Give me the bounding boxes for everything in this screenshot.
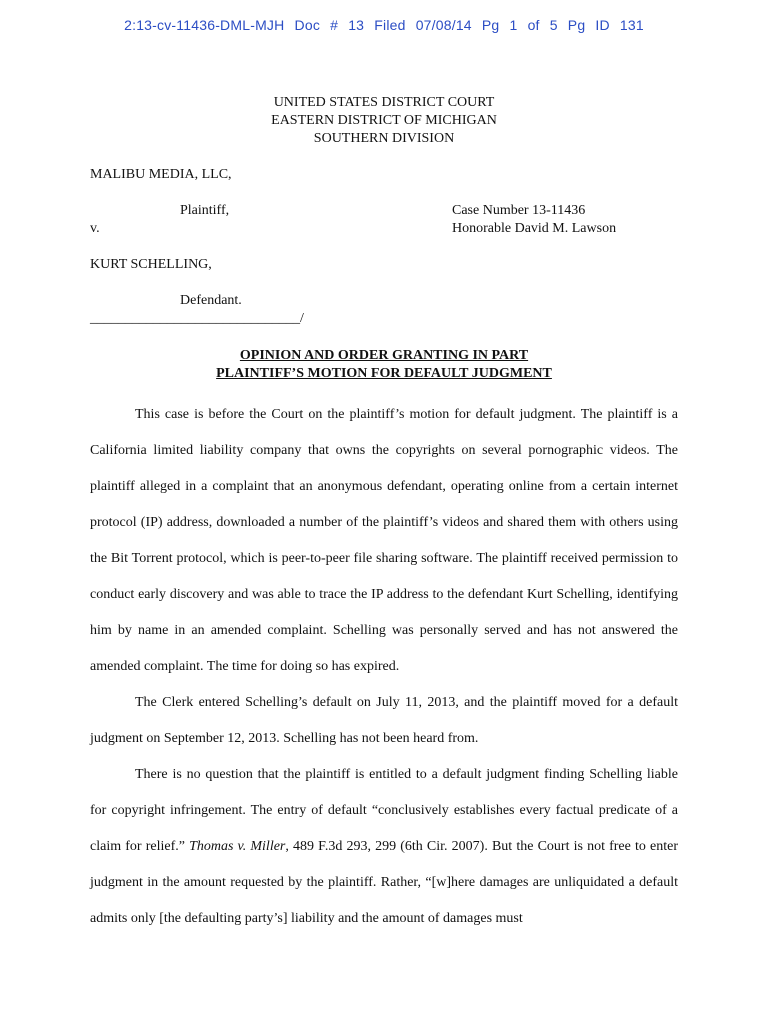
- court-district: EASTERN DISTRICT OF MICHIGAN: [271, 113, 497, 128]
- filing-stamp: 2:13-cv-11436-DML-MJH Doc # 13 Filed 07/08/14 Pg 1 of 5 Pg ID 131: [124, 17, 644, 33]
- title-line-2: PLAINTIFF’S MOTION FOR DEFAULT JUDGMENT: [216, 366, 552, 381]
- document-title: [0, 347, 768, 383]
- caption-rule: ______________________________/: [90, 311, 304, 326]
- versus: v.: [90, 221, 100, 236]
- paragraph-1: This case is before the Court on the plaintiff’s motion for default judgment. The plaintiff is a California limited liability company that owns the copyrights on several pornographic videos. The plaintiff alleged in a complaint that an anonymous defendant, operating online from a certain internet protocol (IP) address, downloaded a number of the plaintiff’s videos and shared them with others using the Bit Torrent protocol, which is peer-to-peer file sharing software. The plaintiff received permission to conduct early discovery and was able to trace the IP address to the defendant Kurt Schelling, identifying him by name in an amended complaint. Schelling was personally served and has not answered the amended complaint. The time for doing so has expired.: [90, 407, 678, 674]
- case-number: Case Number 13-11436: [452, 203, 586, 218]
- title-line-1: OPINION AND ORDER GRANTING IN PART: [239, 348, 529, 363]
- paragraph-2: The Clerk entered Schelling’s default on July 11, 2013, and the plaintiff moved for a default judgment on September 12, 2013. Schelling has not been heard from.: [90, 695, 678, 746]
- paragraph-3-text-b: , 489 F.3d 293, 299 (6th Cir. 2007). But the Court is not free to enter judgment in the amount requested by the plaintiff. Rather, “[w]here damages are unliquidated a default admits only [the defaulting party’s] liability and the amount of damages must: [90, 839, 678, 926]
- court-heading: [0, 94, 768, 148]
- court-division: SOUTHERN DIVISION: [313, 131, 455, 146]
- judge-name: Honorable David M. Lawson: [452, 221, 617, 236]
- plaintiff-name: MALIBU MEDIA, LLC,: [90, 167, 232, 182]
- defendant-name: KURT SCHELLING,: [90, 257, 212, 272]
- defendant-role: Defendant.: [180, 293, 242, 308]
- opinion-body: [90, 397, 678, 937]
- paragraph-3-text-a: There is no question that the plaintiff is entitled to a default judgment finding Schelling liable for copyright infringement. The entry of default “conclusively establishes every factual predicate of a claim for relief.”: [90, 767, 678, 854]
- case-citation: Thomas v. Miller: [189, 839, 286, 854]
- court-name: UNITED STATES DISTRICT COURT: [273, 95, 495, 110]
- plaintiff-role: Plaintiff,: [180, 203, 230, 218]
- paragraph-3: [90, 757, 678, 937]
